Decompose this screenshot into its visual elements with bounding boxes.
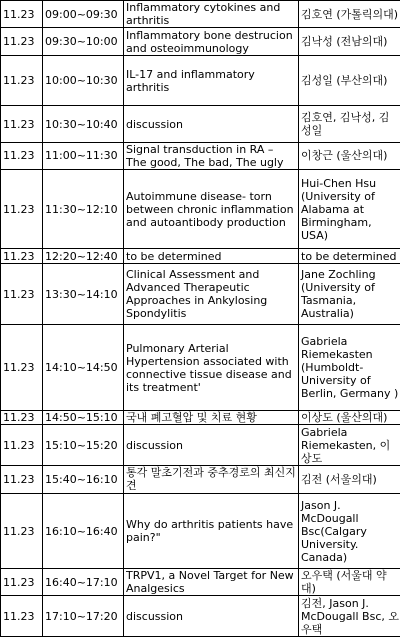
topic-cell: to be determined <box>124 249 299 264</box>
date-cell: 11.23 <box>1 106 43 142</box>
date-cell: 11.23 <box>1 28 43 55</box>
schedule-row <box>1 1 400 28</box>
topic-cell: Pulmonary Arterial Hypertension associated with connective tissue disease and its treatment' <box>124 325 299 411</box>
speaker-cell: 김낙성 (전남의대) <box>299 28 400 55</box>
time-cell: 09:30~10:00 <box>43 28 124 55</box>
date-cell: 11.23 <box>1 569 43 596</box>
time-cell: 15:40~16:10 <box>43 465 124 493</box>
topic-cell: Autoimmune disease- torn between chronic inflammation and autoantibody production <box>124 170 299 249</box>
topic-cell: 통각 말초기전과 중추경로의 최신지견 <box>124 465 299 493</box>
topic-cell: Why do arthritis patients have pain?" <box>124 494 299 569</box>
schedule-row <box>1 55 400 106</box>
speaker-cell: Gabriela Riemekasten (Humboldt-University of Berlin, Germany ) <box>299 325 400 411</box>
topic-cell: discussion <box>124 596 299 637</box>
topic-cell: discussion <box>124 106 299 142</box>
speaker-cell: 오우택 (서울대 약대) <box>299 569 400 596</box>
schedule-row <box>1 28 400 55</box>
time-cell: 15:10~15:20 <box>43 425 124 466</box>
topic-cell: Inflammatory cytokines and arthritis <box>124 1 299 28</box>
date-cell: 11.23 <box>1 55 43 106</box>
topic-cell: TRPV1, a Novel Target for New Analgesics <box>124 569 299 596</box>
topic-cell: Inflammatory bone destrucion and osteoimmunology <box>124 28 299 55</box>
date-cell: 11.23 <box>1 249 43 264</box>
date-cell: 11.23 <box>1 465 43 493</box>
schedule-row <box>1 465 400 493</box>
date-cell: 11.23 <box>1 1 43 28</box>
schedule-row <box>1 264 400 325</box>
date-cell: 11.23 <box>1 264 43 325</box>
speaker-cell: Gabriela Riemekasten, 이상도 <box>299 425 400 466</box>
speaker-cell: 이창근 (울산의대) <box>299 142 400 169</box>
speaker-cell: Jason J. McDougall Bsc(Calgary University. Canada) <box>299 494 400 569</box>
time-cell: 17:10~17:20 <box>43 596 124 637</box>
schedule-row <box>1 325 400 411</box>
schedule-row <box>1 411 400 425</box>
time-cell: 16:40~17:10 <box>43 569 124 596</box>
time-cell: 12:20~12:40 <box>43 249 124 264</box>
speaker-cell: to be determined <box>299 249 400 264</box>
date-cell: 11.23 <box>1 411 43 425</box>
schedule-body <box>1 1 400 637</box>
date-cell: 11.23 <box>1 596 43 637</box>
time-cell: 11:30~12:10 <box>43 170 124 249</box>
topic-cell: Clinical Assessment and Advanced Therapeutic Approaches in Ankylosing Spondylitis <box>124 264 299 325</box>
schedule-row <box>1 249 400 264</box>
date-cell: 11.23 <box>1 494 43 569</box>
topic-cell: Signal transduction in RA – The good, The bad, The ugly <box>124 142 299 169</box>
time-cell: 09:00~09:30 <box>43 1 124 28</box>
date-cell: 11.23 <box>1 425 43 466</box>
speaker-cell: 김호연, 김낙성, 김성일 <box>299 106 400 142</box>
topic-cell: IL-17 and inflammatory arthritis <box>124 55 299 106</box>
date-cell: 11.23 <box>1 142 43 169</box>
schedule-row <box>1 106 400 142</box>
speaker-cell: Jane Zochling (University of Tasmania, Australia) <box>299 264 400 325</box>
time-cell: 14:10~14:50 <box>43 325 124 411</box>
topic-cell: discussion <box>124 425 299 466</box>
speaker-cell: 김전, Jason J. McDougall Bsc, 오우택 <box>299 596 400 637</box>
schedule-row <box>1 569 400 596</box>
time-cell: 13:30~14:10 <box>43 264 124 325</box>
date-cell: 11.23 <box>1 170 43 249</box>
schedule-row <box>1 596 400 637</box>
speaker-cell: 김호연 (가톨릭의대) <box>299 1 400 28</box>
time-cell: 10:00~10:30 <box>43 55 124 106</box>
speaker-cell: 김성일 (부산의대) <box>299 55 400 106</box>
time-cell: 11:00~11:30 <box>43 142 124 169</box>
schedule-row <box>1 170 400 249</box>
time-cell: 10:30~10:40 <box>43 106 124 142</box>
speaker-cell: Hui-Chen Hsu (University of Alabama at Birmingham, USA) <box>299 170 400 249</box>
speaker-cell: 이상도 (울산의대) <box>299 411 400 425</box>
date-cell: 11.23 <box>1 325 43 411</box>
time-cell: 16:10~16:40 <box>43 494 124 569</box>
topic-cell: 국내 폐고혈압 및 치료 현황 <box>124 411 299 425</box>
schedule-row <box>1 494 400 569</box>
speaker-cell: 김전 (서울의대) <box>299 465 400 493</box>
schedule-row <box>1 142 400 169</box>
time-cell: 14:50~15:10 <box>43 411 124 425</box>
schedule-row <box>1 425 400 466</box>
